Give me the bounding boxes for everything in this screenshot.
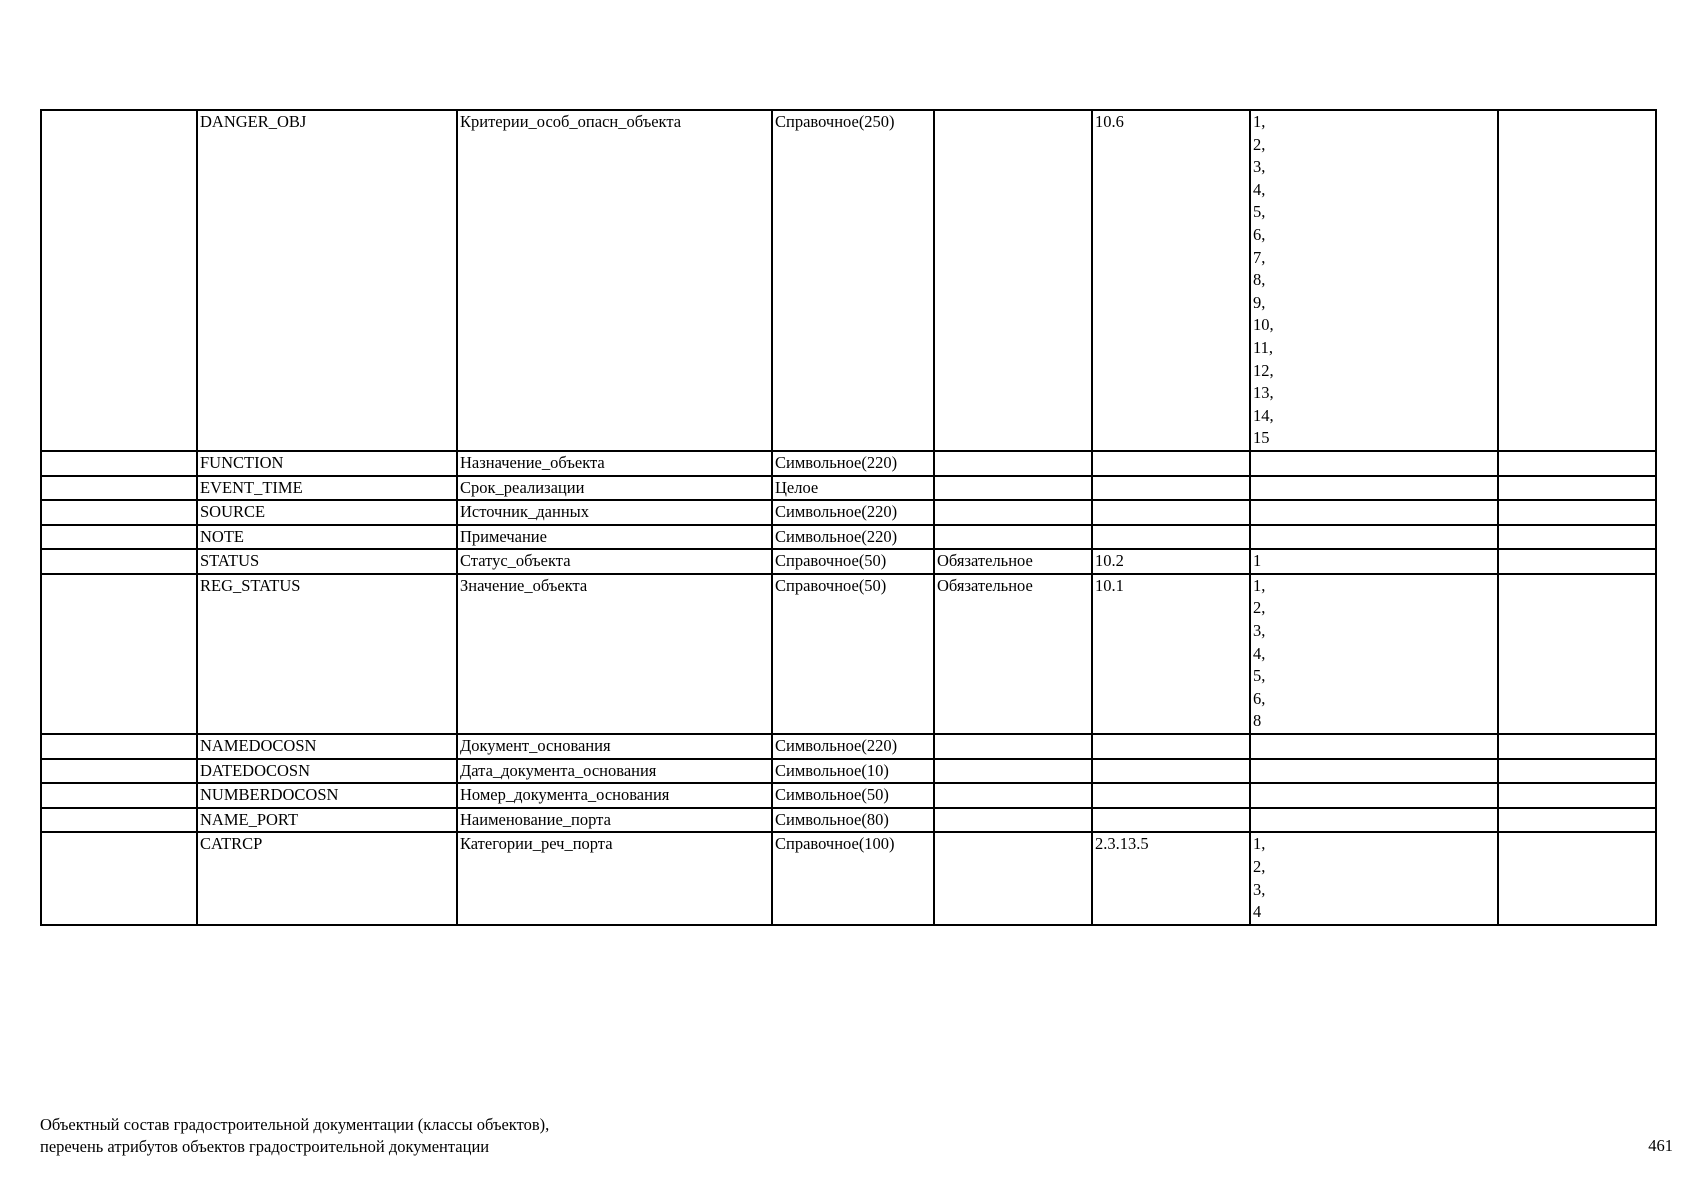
allowed-values-cell: 1, 2, 3, 4, 5, 6, 8 xyxy=(1250,574,1498,734)
allowed-values-cell xyxy=(1250,451,1498,476)
attribute-code-cell: STATUS xyxy=(197,549,457,574)
allowed-values-cell xyxy=(1250,476,1498,501)
reference-cell: 10.1 xyxy=(1092,574,1250,734)
allowed-values-cell xyxy=(1250,759,1498,784)
allowed-values-cell xyxy=(1250,500,1498,525)
note-cell xyxy=(1498,525,1656,550)
table-row xyxy=(41,525,1656,550)
note-cell xyxy=(1498,574,1656,734)
attribute-name-cell: Наименование_порта xyxy=(457,808,772,833)
note-cell xyxy=(1498,549,1656,574)
attribute-code-cell: NOTE xyxy=(197,525,457,550)
row-number-cell xyxy=(41,759,197,784)
table-row xyxy=(41,500,1656,525)
note-cell xyxy=(1498,832,1656,924)
requirement-cell xyxy=(934,451,1092,476)
table-row xyxy=(41,832,1656,924)
requirement-cell xyxy=(934,476,1092,501)
reference-cell xyxy=(1092,476,1250,501)
note-cell xyxy=(1498,451,1656,476)
attribute-name-cell: Документ_основания xyxy=(457,734,772,759)
requirement-cell: Обязательное xyxy=(934,574,1092,734)
table-row xyxy=(41,110,1656,451)
row-number-cell xyxy=(41,808,197,833)
reference-cell: 2.3.13.5 xyxy=(1092,832,1250,924)
reference-cell xyxy=(1092,808,1250,833)
table-row xyxy=(41,476,1656,501)
attribute-type-cell: Справочное(50) xyxy=(772,574,934,734)
note-cell xyxy=(1498,500,1656,525)
row-number-cell xyxy=(41,451,197,476)
row-number-cell xyxy=(41,574,197,734)
reference-cell xyxy=(1092,759,1250,784)
note-cell xyxy=(1498,734,1656,759)
requirement-cell xyxy=(934,525,1092,550)
note-cell xyxy=(1498,759,1656,784)
table-row xyxy=(41,783,1656,808)
attribute-type-cell: Символьное(220) xyxy=(772,500,934,525)
row-number-cell xyxy=(41,500,197,525)
attribute-type-cell: Справочное(250) xyxy=(772,110,934,451)
note-cell xyxy=(1498,110,1656,451)
attribute-type-cell: Справочное(100) xyxy=(772,832,934,924)
attribute-code-cell: SOURCE xyxy=(197,500,457,525)
attribute-code-cell: DANGER_OBJ xyxy=(197,110,457,451)
reference-cell xyxy=(1092,734,1250,759)
row-number-cell xyxy=(41,832,197,924)
row-number-cell xyxy=(41,549,197,574)
allowed-values-cell: 1 xyxy=(1250,549,1498,574)
attribute-code-cell: DATEDOCOSN xyxy=(197,759,457,784)
attribute-type-cell: Символьное(10) xyxy=(772,759,934,784)
attribute-name-cell: Дата_документа_основания xyxy=(457,759,772,784)
reference-cell xyxy=(1092,525,1250,550)
allowed-values-cell xyxy=(1250,525,1498,550)
attribute-name-cell: Критерии_особ_опасн_объекта xyxy=(457,110,772,451)
attribute-name-cell: Источник_данных xyxy=(457,500,772,525)
reference-cell: 10.6 xyxy=(1092,110,1250,451)
requirement-cell xyxy=(934,759,1092,784)
note-cell xyxy=(1498,783,1656,808)
row-number-cell xyxy=(41,525,197,550)
requirement-cell xyxy=(934,783,1092,808)
table-row xyxy=(41,451,1656,476)
requirement-cell xyxy=(934,832,1092,924)
attribute-name-cell: Номер_документа_основания xyxy=(457,783,772,808)
allowed-values-cell xyxy=(1250,783,1498,808)
allowed-values-cell: 1, 2, 3, 4, 5, 6, 7, 8, 9, 10, 11, 12, 13, 14, 15 xyxy=(1250,110,1498,451)
attribute-type-cell: Целое xyxy=(772,476,934,501)
reference-cell: 10.2 xyxy=(1092,549,1250,574)
page-number: 461 xyxy=(1648,1136,1673,1155)
attribute-code-cell: NAMEDOCOSN xyxy=(197,734,457,759)
table-row xyxy=(41,549,1656,574)
row-number-cell xyxy=(41,783,197,808)
footer-caption-line-1: Объектный состав градостроительной документации (классы объектов), xyxy=(40,1115,550,1134)
attribute-code-cell: NUMBERDOCOSN xyxy=(197,783,457,808)
attribute-code-cell: CATRCP xyxy=(197,832,457,924)
reference-cell xyxy=(1092,451,1250,476)
attribute-type-cell: Символьное(220) xyxy=(772,525,934,550)
attribute-code-cell: REG_STATUS xyxy=(197,574,457,734)
allowed-values-cell: 1, 2, 3, 4 xyxy=(1250,832,1498,924)
attributes-table xyxy=(40,109,1657,926)
reference-cell xyxy=(1092,500,1250,525)
note-cell xyxy=(1498,476,1656,501)
requirement-cell: Обязательное xyxy=(934,549,1092,574)
attribute-name-cell: Категории_реч_порта xyxy=(457,832,772,924)
requirement-cell xyxy=(934,500,1092,525)
attribute-code-cell: NAME_PORT xyxy=(197,808,457,833)
attribute-code-cell: EVENT_TIME xyxy=(197,476,457,501)
requirement-cell xyxy=(934,110,1092,451)
attribute-type-cell: Символьное(80) xyxy=(772,808,934,833)
note-cell xyxy=(1498,808,1656,833)
footer-caption-line-2: перечень атрибутов объектов градостроительной документации xyxy=(40,1137,490,1156)
table-row xyxy=(41,734,1656,759)
attribute-name-cell: Значение_объекта xyxy=(457,574,772,734)
table-row xyxy=(41,759,1656,784)
row-number-cell xyxy=(41,110,197,451)
table-body xyxy=(41,110,1656,925)
footer-caption xyxy=(40,1114,549,1158)
requirement-cell xyxy=(934,808,1092,833)
attribute-type-cell: Символьное(50) xyxy=(772,783,934,808)
requirement-cell xyxy=(934,734,1092,759)
reference-cell xyxy=(1092,783,1250,808)
attribute-type-cell: Справочное(50) xyxy=(772,549,934,574)
row-number-cell xyxy=(41,476,197,501)
attribute-type-cell: Символьное(220) xyxy=(772,734,934,759)
attribute-type-cell: Символьное(220) xyxy=(772,451,934,476)
row-number-cell xyxy=(41,734,197,759)
table-row xyxy=(41,574,1656,734)
attribute-name-cell: Срок_реализации xyxy=(457,476,772,501)
table-row xyxy=(41,808,1656,833)
attribute-name-cell: Статус_объекта xyxy=(457,549,772,574)
attribute-name-cell: Назначение_объекта xyxy=(457,451,772,476)
attribute-name-cell: Примечание xyxy=(457,525,772,550)
attribute-code-cell: FUNCTION xyxy=(197,451,457,476)
allowed-values-cell xyxy=(1250,734,1498,759)
allowed-values-cell xyxy=(1250,808,1498,833)
